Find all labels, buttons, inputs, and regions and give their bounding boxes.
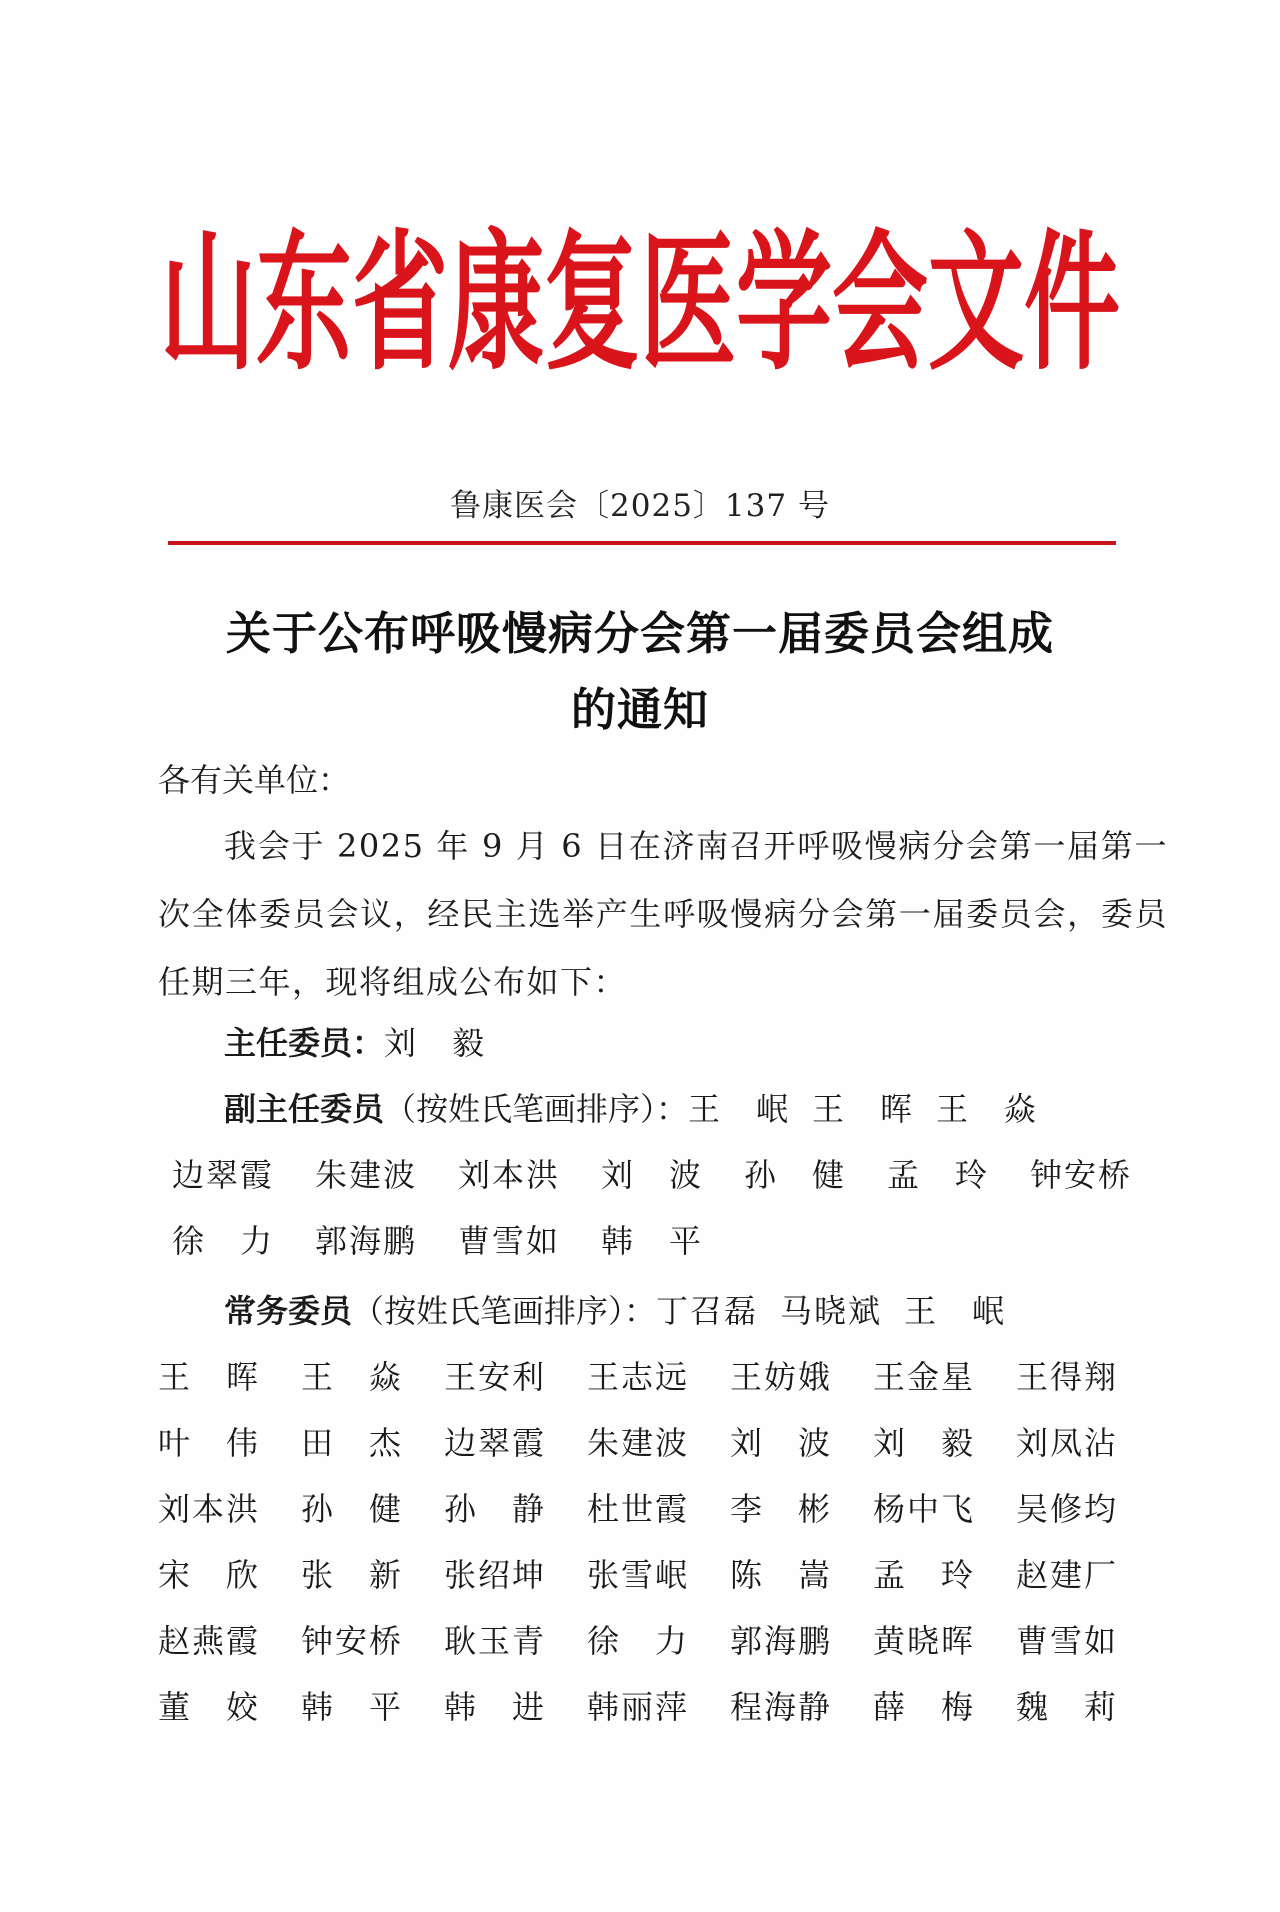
member-name: 王妨娥	[730, 1358, 833, 1396]
member-name: 赵燕霞	[158, 1622, 261, 1660]
member-name: 王 焱	[936, 1090, 1039, 1128]
member-name: 刘 毅	[873, 1424, 976, 1462]
member-name: 叶 伟	[158, 1424, 261, 1462]
member-name: 耿玉青	[444, 1622, 547, 1660]
vice-chair-inline-names	[688, 1090, 1060, 1128]
member-name: 韩丽萍	[587, 1688, 690, 1726]
intro-paragraph: 我会于 2025 年 9 月 6 日在济南召开呼吸慢病分会第一届第一次全体委员会议，经民主选举产生呼吸慢病分会第一届委员会，委员任期三年，现将组成公布如下：	[158, 827, 1168, 1001]
member-name: 钟安桥	[301, 1622, 404, 1660]
notice-title	[0, 596, 1280, 748]
member-name: 张 新	[301, 1556, 404, 1594]
member-name: 孟 玲	[873, 1556, 976, 1594]
member-name: 魏 莉	[1016, 1688, 1119, 1726]
letterhead-svg	[150, 195, 1130, 385]
member-name: 杨中飞	[873, 1490, 976, 1528]
vice-chair-name-grid	[158, 1142, 1148, 1274]
standing-member-inline-names	[656, 1292, 1028, 1330]
member-name: 黄晓晖	[873, 1622, 976, 1660]
member-name: 田 杰	[301, 1424, 404, 1462]
title-line-2: 的通知	[570, 683, 709, 736]
member-name: 徐 力	[587, 1622, 690, 1660]
member-name: 吴修均	[1016, 1490, 1119, 1528]
member-name: 曹雪如	[458, 1222, 561, 1260]
member-name: 钟安桥	[1030, 1156, 1133, 1194]
member-name: 韩 进	[444, 1688, 547, 1726]
member-name: 刘 波	[730, 1424, 833, 1462]
member-name: 刘本洪	[158, 1490, 261, 1528]
chair-section	[158, 1010, 1148, 1076]
member-name: 朱建波	[315, 1156, 418, 1194]
member-name: 王 岷	[688, 1090, 791, 1128]
member-name: 刘本洪	[458, 1156, 561, 1194]
vice-chair-label: 副主任委员	[224, 1090, 385, 1128]
member-name: 王 岷	[904, 1292, 1007, 1330]
standing-member-name-grid	[158, 1344, 1148, 1740]
member-name: 杜世霞	[587, 1490, 690, 1528]
title-line-1: 关于公布呼吸慢病分会第一届委员会组成	[225, 607, 1054, 660]
member-name: 郭海鹏	[730, 1622, 833, 1660]
vice-chair-note: （按姓氏笔画排序）：	[384, 1090, 689, 1128]
org-letterhead-title	[150, 195, 1130, 385]
member-name: 王志远	[587, 1358, 690, 1396]
member-name: 孙 静	[444, 1490, 547, 1528]
member-name: 马晓斌	[780, 1292, 883, 1330]
member-name: 韩 平	[601, 1222, 704, 1260]
member-name: 孙 健	[301, 1490, 404, 1528]
member-name: 韩 平	[301, 1688, 404, 1726]
chair-label: 主任委员：	[224, 1024, 385, 1062]
member-name: 赵建厂	[1016, 1556, 1119, 1594]
letterhead-text: 山东省康复医学会文件	[160, 217, 1120, 385]
red-divider-line	[168, 541, 1116, 545]
salutation: 各有关单位：	[158, 761, 351, 799]
member-name: 刘凤沾	[1016, 1424, 1119, 1462]
member-name: 曹雪如	[1016, 1622, 1119, 1660]
vice-chair-section	[158, 1076, 1148, 1274]
standing-member-note: （按姓氏笔画排序）：	[352, 1292, 657, 1330]
member-name: 王得翔	[1016, 1358, 1119, 1396]
member-name: 徐 力	[172, 1222, 275, 1260]
chair-name: 刘 毅	[384, 1024, 487, 1062]
member-name: 王安利	[444, 1358, 547, 1396]
member-name: 丁召磊	[656, 1292, 759, 1330]
member-name: 刘 波	[601, 1156, 704, 1194]
member-name: 薛 梅	[873, 1688, 976, 1726]
member-name: 边翠霞	[172, 1156, 275, 1194]
member-name: 宋 欣	[158, 1556, 261, 1594]
member-name: 王 晖	[158, 1358, 261, 1396]
member-name: 郭海鹏	[315, 1222, 418, 1260]
member-name: 孟 玲	[887, 1156, 990, 1194]
standing-member-label: 常务委员	[224, 1292, 353, 1330]
document-number: 鲁康医会〔2025〕137 号	[450, 488, 830, 524]
standing-member-section	[158, 1278, 1148, 1740]
member-name: 王 焱	[301, 1358, 404, 1396]
member-name: 张雪岷	[587, 1556, 690, 1594]
member-name: 孙 健	[744, 1156, 847, 1194]
member-name: 王金星	[873, 1358, 976, 1396]
member-name: 李 彬	[730, 1490, 833, 1528]
member-name: 程海静	[730, 1688, 833, 1726]
member-name: 边翠霞	[444, 1424, 547, 1462]
member-name: 王 晖	[812, 1090, 915, 1128]
member-name: 陈 嵩	[730, 1556, 833, 1594]
member-name: 朱建波	[587, 1424, 690, 1462]
member-name: 张绍坤	[444, 1556, 547, 1594]
member-name: 董 姣	[158, 1688, 261, 1726]
